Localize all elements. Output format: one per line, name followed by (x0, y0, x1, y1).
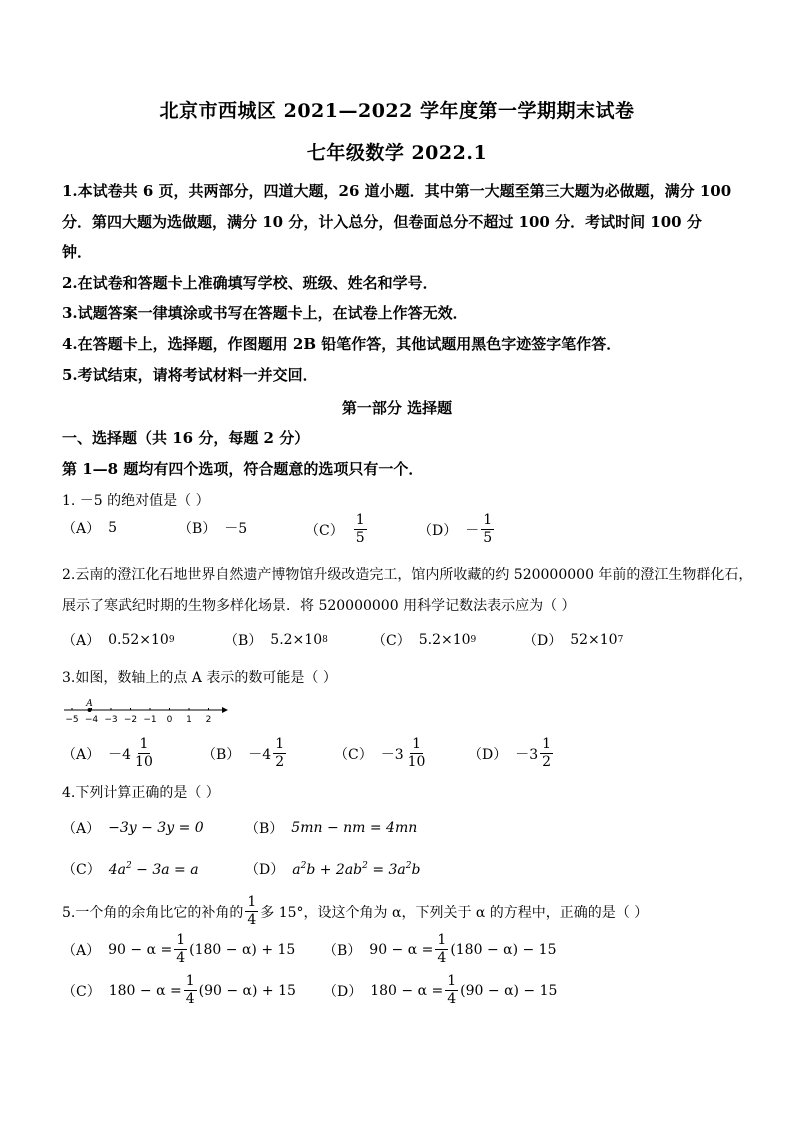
question-4-stem: 4.下列计算正确的是（ ） (62, 785, 220, 801)
q4-option-b (245, 818, 417, 838)
expr-part: b (411, 861, 421, 878)
q1-option-b (178, 518, 247, 538)
denominator: 2 (542, 754, 552, 770)
equation-right: (180 − α) + 15 (189, 941, 296, 958)
option-label: （C） (372, 633, 411, 649)
option-value: 5.2×10 (418, 632, 471, 648)
option-label: （B） (245, 821, 284, 837)
option-label: （D） (323, 983, 363, 1000)
exponent: 9 (470, 635, 477, 645)
option-label: （D） (418, 522, 458, 539)
q2-option-c (372, 630, 476, 650)
denominator: 5 (355, 530, 365, 546)
denominator: 2 (275, 754, 285, 770)
fraction (133, 736, 155, 771)
equation-left: 90 − α = (369, 941, 434, 958)
instruction-3: 3.试题答案一律填涂或书写在答题卡上，在试卷上作答无效． (62, 304, 468, 322)
option-label: （D） (523, 633, 563, 649)
denominator: 4 (185, 991, 195, 1007)
numerator: 1 (437, 932, 447, 948)
stem-text: 5.一个角的余角比它的补角的 (62, 904, 244, 921)
exponent: 2 (300, 860, 307, 871)
question-1-stem: 1. －5 的绝对值是（ ） (62, 493, 210, 509)
fraction (481, 512, 494, 547)
section-heading: 一、选择题（共 16 分，每题 2 分） (62, 429, 310, 447)
exponent: 7 (617, 635, 624, 645)
option-sign: － (465, 522, 480, 539)
numerator: 1 (247, 894, 257, 910)
fraction (406, 736, 428, 771)
option-label: （A） (62, 942, 101, 959)
fraction (435, 932, 448, 967)
option-label: （B） (323, 942, 362, 959)
expr-part: = 3a (367, 861, 406, 878)
expr-part: 4a (108, 861, 126, 878)
axis-tick-label: −1 (143, 715, 157, 725)
option-expression (109, 861, 199, 878)
exponent: 2 (125, 860, 132, 871)
numerator: 1 (185, 973, 195, 989)
instruction-4: 4.在答题卡上，选择题，作图题用 2B 铅笔作答，其他试题用黑色字迹签字笔作答． (62, 335, 622, 353)
numerator: 1 (275, 736, 285, 752)
point-a-label: A (86, 699, 93, 709)
option-label: （D） (245, 862, 285, 878)
q4-option-a (62, 818, 204, 838)
section-note: 第 1—8 题均有四个选项，符合题意的选项只有一个． (62, 460, 424, 478)
axis-tick-label: −5 (65, 715, 79, 725)
exponent: 8 (322, 635, 328, 645)
option-label: （C） (62, 862, 101, 878)
option-value: 5 (108, 520, 118, 536)
instruction-1b: 分．第四大题为选做题，满分 10 分，计入总分，但卷面总分不超过 100 分．考试时间 100 分 (62, 213, 702, 231)
equation-right: (90 − α) − 15 (460, 982, 558, 999)
axis-tick-label: 0 (166, 715, 173, 725)
numerator: 1 (176, 932, 186, 948)
q4-option-d (245, 859, 420, 879)
exam-subtitle: 七年级数学 2022.1 (306, 142, 488, 164)
fraction (184, 973, 197, 1008)
q3-option-d (468, 736, 555, 771)
instruction-5: 5.考试结束，请将考试材料一并交回． (62, 366, 318, 384)
instruction-2: 2.在试卷和答题卡上准确填写学校、班级、姓名和学号． (62, 274, 438, 292)
question-2-stem-2: 展示了寒武纪时期的生物多样化场景．将 520000000 用科学记数法表示应为（ ） (62, 598, 576, 614)
expr-part: b + 2ab (306, 861, 363, 878)
option-label: （C） (334, 746, 373, 763)
numerator: 1 (355, 512, 365, 528)
equation-right: (90 − α) + 15 (198, 982, 296, 999)
question-3-stem: 3.如图，数轴上的点 A 表示的数可能是（ ） (62, 670, 337, 686)
equation-left: 90 − α = (108, 941, 173, 958)
denominator: 4 (247, 912, 257, 928)
axis-arrow (222, 707, 228, 713)
exponent: 2 (405, 860, 412, 871)
denominator: 4 (447, 991, 457, 1007)
numerator: 1 (139, 736, 149, 752)
stem-text: 多 15°，设这个角为 α，下列关于 α 的方程中，正确的是（ ） (260, 904, 649, 921)
option-expression: 5mn − nm = 4mn (291, 820, 418, 836)
q5-option-d (323, 973, 557, 1008)
q4-option-c (62, 859, 199, 879)
option-value: －5 (224, 521, 248, 537)
fraction (174, 932, 187, 967)
expr-part: − 3a = a (131, 861, 199, 878)
option-label: （C） (305, 522, 344, 539)
exam-title: 北京市西城区 2021—2022 学年度第一学期期末试卷 (159, 100, 635, 122)
q5-option-a (62, 932, 295, 967)
q3-option-b (202, 736, 288, 771)
equation-left: 180 − α = (370, 982, 444, 999)
q3-option-a (62, 736, 157, 771)
q1-option-d (418, 512, 496, 547)
exponent: 2 (362, 860, 368, 871)
denominator: 4 (437, 950, 447, 966)
numerator: 1 (542, 736, 552, 752)
exponent: 9 (168, 635, 175, 645)
q2-option-a (62, 630, 175, 650)
option-label: （A） (62, 746, 101, 763)
axis-tick-label: 2 (205, 715, 212, 725)
question-5-stem (62, 894, 648, 929)
option-label: （D） (468, 746, 508, 763)
fraction (245, 894, 258, 929)
option-label: （B） (178, 521, 217, 537)
fraction (540, 736, 553, 771)
q2-option-b (224, 630, 328, 650)
option-label: （B） (202, 746, 241, 763)
equation-right: (180 − α) − 15 (450, 941, 557, 958)
numerator: 1 (447, 973, 457, 989)
q1-option-c (305, 512, 369, 547)
fraction (273, 736, 286, 771)
number-line (62, 698, 232, 728)
instruction-1c: 钟． (62, 243, 93, 261)
denominator: 4 (176, 950, 186, 966)
axis-ticks (65, 708, 211, 725)
q5-option-b (323, 932, 557, 967)
whole-part: －3 (380, 746, 404, 763)
q1-option-a (62, 518, 117, 538)
option-value: 52×10 (570, 632, 618, 648)
axis-tick-label: 1 (186, 715, 192, 725)
q5-option-c (62, 973, 296, 1008)
fraction (445, 973, 458, 1008)
option-value: 0.52×10 (108, 632, 169, 648)
option-label: （C） (62, 983, 101, 1000)
part-heading: 第一部分 选择题 (341, 399, 453, 417)
option-label: （B） (224, 633, 263, 649)
denominator: 10 (135, 754, 153, 770)
denominator: 5 (483, 530, 493, 546)
equation-left: 180 − α = (108, 982, 182, 999)
instruction-1a: 1.本试卷共 6 页，共两部分，四道大题，26 道小题．其中第一大题至第三大题为必做题，满分 100 (62, 182, 732, 200)
whole-part: －4 (108, 746, 132, 763)
option-expression: −3y − 3y = 0 (108, 820, 204, 836)
option-label: （A） (62, 633, 101, 649)
denominator: 10 (407, 754, 426, 770)
option-label: （A） (62, 821, 101, 837)
axis-tick-label: −2 (123, 715, 138, 725)
q3-option-c (334, 736, 429, 771)
numerator: 1 (412, 736, 422, 752)
fraction (354, 512, 367, 547)
whole-part: －4 (248, 746, 272, 763)
option-expression (292, 861, 420, 878)
numerator: 1 (483, 512, 493, 528)
axis-tick-label: −4 (84, 715, 99, 725)
q2-option-d (523, 630, 623, 650)
expr-part: a (292, 861, 301, 878)
question-2-stem-1: 2.云南的澄江化石地世界自然遗产博物馆升级改造完工，馆内所收藏的约 520000000 年前的澄江生物群化石， (62, 567, 753, 583)
option-label: （A） (62, 521, 101, 537)
whole-part: －3 (515, 746, 539, 763)
axis-tick-label: −3 (104, 715, 118, 725)
option-value: 5.2×10 (270, 632, 323, 648)
